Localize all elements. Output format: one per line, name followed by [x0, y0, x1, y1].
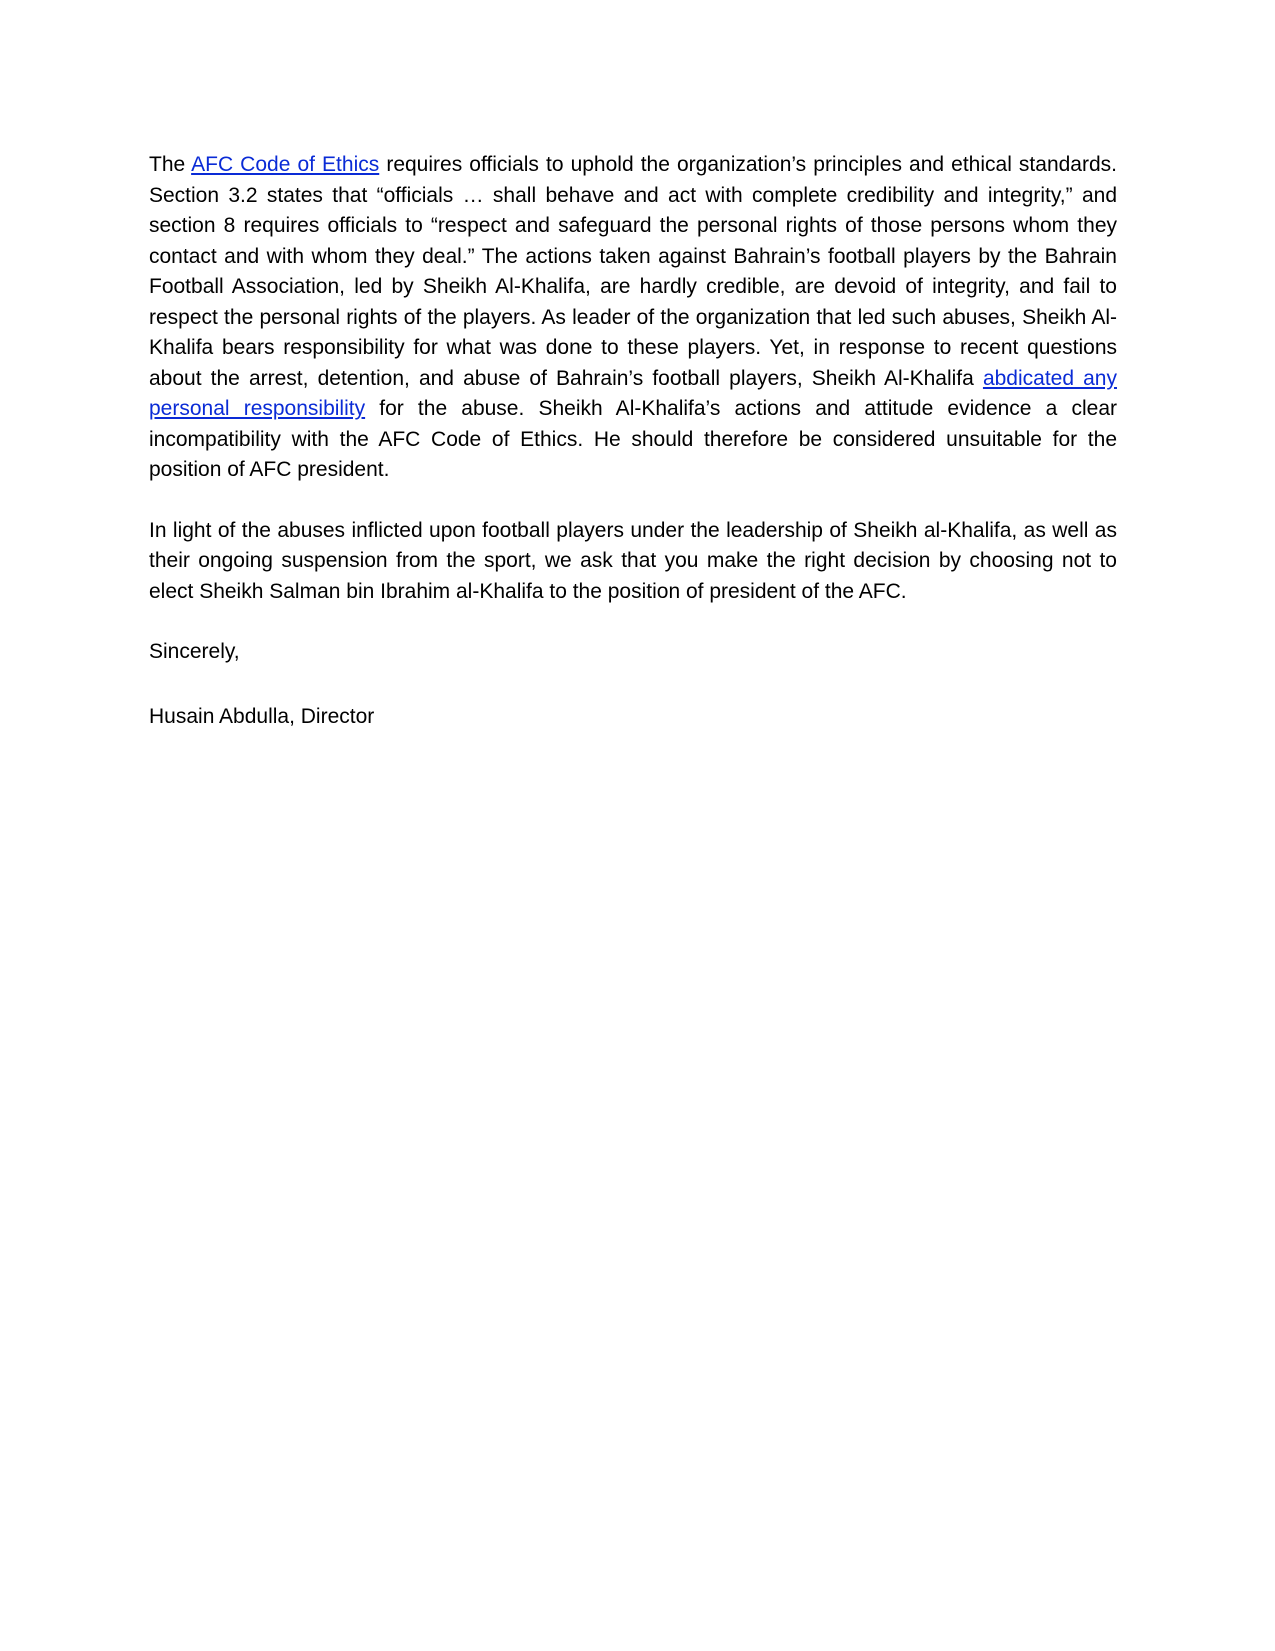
paragraph-text: requires officials to uphold the organization’s principles and ethical standards. Section 3.2 states that “officials … shall behave and act with complete credibility and integrity,” and section 8 requires officials to “respect and safeguard the personal rights of those persons whom they contact and with whom they deal.” The actions taken against Bahrain’s football players by the Bahrain Football Association, led by Sheikh Al-Khalifa, are hardly credible, are devoid of integrity, and fail to respect the personal rights of the players. As leader of the organization that led such abuses, Sheikh Al-Khalifa bears responsibility for what was done to these players. Yet, in response to recent questions about the arrest, detention, and abuse of Bahrain’s football players, Sheikh Al-Khalifa — [149, 153, 1117, 390]
paragraph-request: In light of the abuses inflicted upon football players under the leadership of Sheikh al-Khalifa, as well as their ongoing suspension from the sport, we ask that you make the right decision by choosing not to elect Sheikh Salman bin Ibrahim al-Khalifa to the position of president of the AFC. — [149, 518, 1117, 603]
paragraph-text: for the abuse. Sheikh Al-Khalifa’s actions and attitude evidence a clear incompatibility with the AFC Code of Ethics. He should therefore be considered unsuitable for the position of AFC president. — [149, 397, 1117, 481]
letter-body — [149, 150, 1117, 732]
afc-code-of-ethics-link[interactable]: AFC Code of Ethics — [191, 153, 380, 176]
closing-salutation: Sincerely, — [149, 640, 240, 663]
signature: Husain Abdulla, Director — [149, 704, 375, 728]
abdicated-responsibility-link[interactable]: abdicated any personal responsibility — [149, 366, 1117, 420]
paragraph-code-of-ethics — [149, 150, 1117, 486]
paragraph-text: The — [149, 153, 192, 176]
